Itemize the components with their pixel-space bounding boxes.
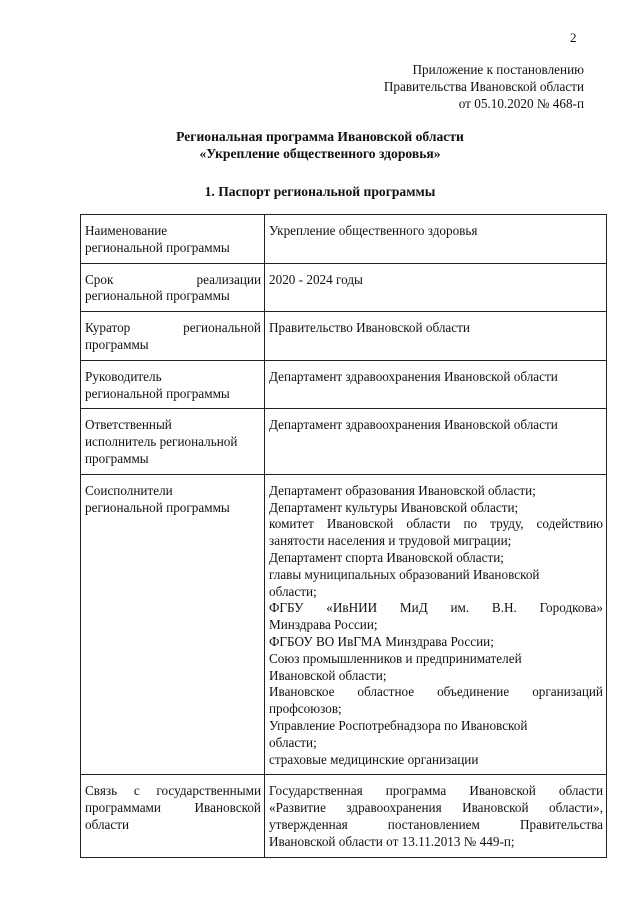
table-row	[81, 360, 607, 409]
row-value	[265, 360, 607, 409]
value-line: Департамент здравоохранения Ивановской области	[269, 368, 558, 384]
row-value	[265, 474, 607, 775]
value-line: Правительство Ивановской области	[269, 320, 470, 336]
label-line: области	[85, 816, 130, 832]
label-line: Руководитель	[85, 368, 162, 384]
label-line: региональной программы	[85, 385, 230, 401]
appendix-line: Приложение к постановлению	[412, 62, 584, 77]
table-row	[81, 215, 607, 264]
value-line: Департамент здравоохранения Ивановской области	[269, 417, 558, 433]
row-label	[81, 474, 265, 775]
passport-table	[80, 214, 607, 858]
label-line: Соисполнители	[85, 482, 173, 498]
label-line: Наименование	[85, 223, 168, 238]
value-line: утвержденная постановлением Правительства	[269, 816, 603, 832]
value-line: Ивановское областное объединение организаций	[269, 684, 603, 700]
value-line: Управление Роспотребнадзора по Ивановской	[269, 717, 528, 733]
appendix-line: от 05.10.2020 № 468-п	[458, 96, 584, 111]
title-line: «Укрепление общественного здоровья»	[199, 146, 441, 161]
label-line: региональной программы	[85, 239, 230, 255]
section-title: 1. Паспорт региональной программы	[204, 184, 436, 199]
value-line: Ивановской области;	[269, 667, 387, 683]
label-line: Куратор региональной	[85, 320, 261, 336]
value-line: ФГБУ «ИвНИИ МиД им. В.Н. Городкова»	[269, 600, 603, 616]
table-row	[81, 312, 607, 361]
value-line: Государственная программа Ивановской области	[269, 783, 603, 799]
label-line: Связь с государственными	[85, 783, 261, 799]
page-number: 2	[570, 30, 577, 45]
row-value	[265, 263, 607, 312]
value-line: области;	[269, 583, 317, 599]
label-line: региональной программы	[85, 288, 230, 304]
title-line: Региональная программа Ивановской области	[176, 129, 464, 144]
label-line: программы	[85, 450, 149, 466]
label-line: программы	[85, 336, 149, 352]
value-line: Ивановской области от 13.11.2013 № 449-п;	[269, 833, 515, 849]
table-row	[81, 263, 607, 312]
table-row	[81, 474, 607, 775]
value-line: Союз промышленников и предпринимателей	[269, 650, 522, 666]
value-line: ФГБОУ ВО ИвГМА Минздрава России;	[269, 633, 494, 649]
value-line: главы муниципальных образований Ивановской	[269, 566, 540, 582]
value-line: комитет Ивановской области по труду, содействию	[269, 516, 603, 532]
value-line: «Развитие здравоохранения Ивановской области»,	[269, 800, 603, 816]
document-title	[0, 128, 640, 162]
label-line: Ответственный	[85, 417, 172, 433]
value-line: Укрепление общественного здоровья	[269, 223, 478, 238]
appendix-line: Правительства Ивановской области	[383, 79, 584, 94]
row-value	[265, 215, 607, 264]
value-line: Департамент спорта Ивановской области;	[269, 549, 504, 565]
row-label	[81, 263, 265, 312]
label-line: исполнитель региональной	[85, 434, 238, 450]
label-line: региональной программы	[85, 499, 230, 515]
row-label	[81, 775, 265, 857]
row-value	[265, 312, 607, 361]
table-row	[81, 775, 607, 857]
value-line: Департамент культуры Ивановской области;	[269, 499, 519, 515]
value-line: занятости населения и трудовой миграции;	[269, 533, 512, 549]
label-line: Срок реализации	[85, 271, 261, 287]
value-line: Департамент образования Ивановской области;	[269, 482, 536, 498]
row-label	[81, 312, 265, 361]
table-row	[81, 409, 607, 474]
appendix-reference	[384, 61, 584, 112]
value-line: Минздрава России;	[269, 617, 378, 633]
value-line: области;	[269, 734, 317, 750]
row-label	[81, 360, 265, 409]
value-line: 2020 - 2024 годы	[269, 271, 363, 287]
row-value	[265, 775, 607, 857]
value-line: страховые медицинские организации	[269, 751, 479, 767]
row-value	[265, 409, 607, 474]
row-label	[81, 409, 265, 474]
row-label	[81, 215, 265, 264]
value-line: профсоюзов;	[269, 701, 342, 717]
label-line: программами Ивановской	[85, 800, 261, 816]
